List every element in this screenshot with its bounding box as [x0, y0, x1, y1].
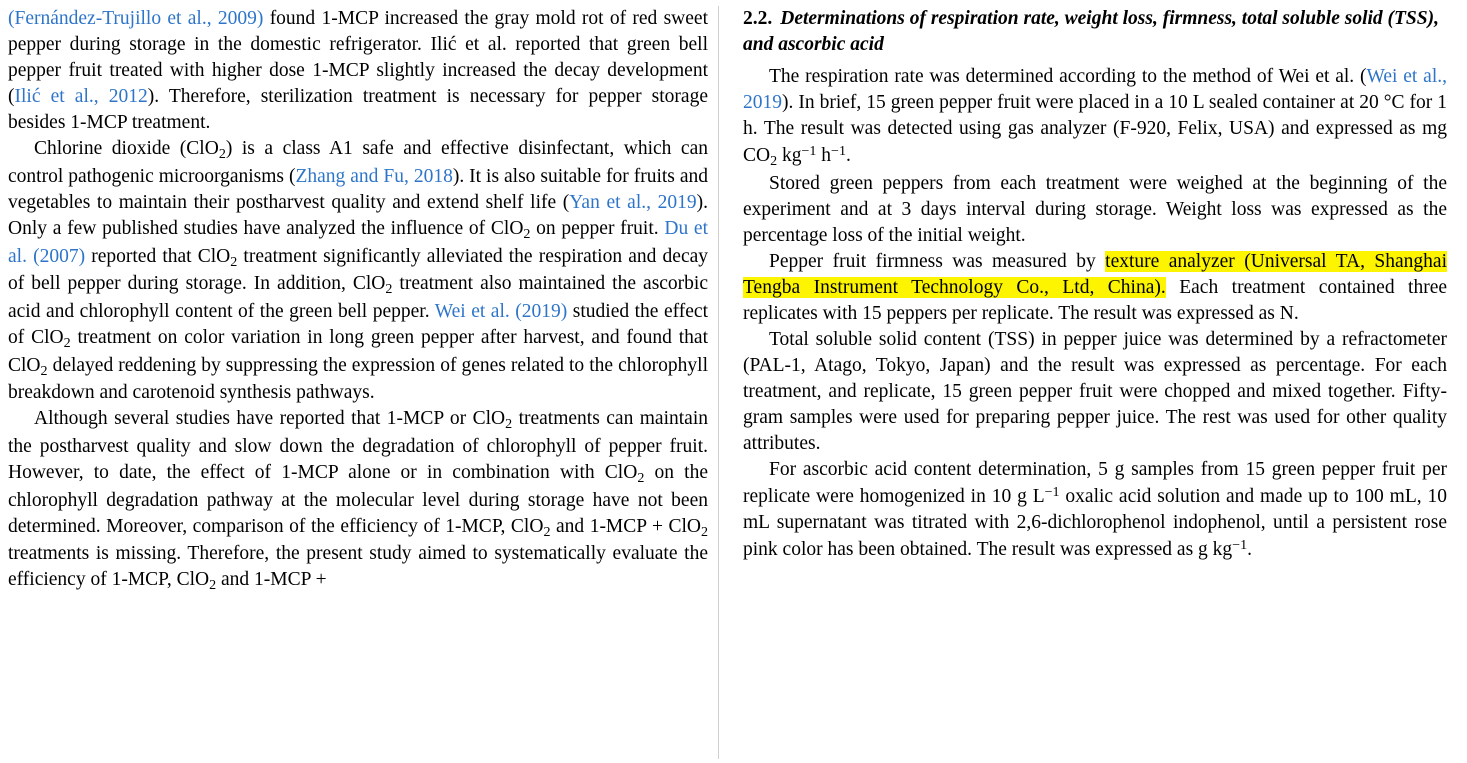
citation-link[interactable]: Zhang and Fu, 2018	[295, 165, 453, 187]
body-text: oxalic acid solution and made up to 100 mL, 10 mL supernatant was titrated with 2,6-dichlorophenol indophenol, until a persistent rose pink color has been obtained. The result was expressed as g kg	[743, 485, 1447, 560]
body-text: h	[816, 144, 832, 166]
superscript: −1	[801, 142, 817, 159]
citation-link[interactable]: (Fernández-Trujillo et al., 2009)	[8, 8, 264, 29]
subscript: 2	[543, 523, 551, 540]
paragraph-right-3	[743, 249, 1447, 327]
paragraph-right-4	[743, 327, 1447, 457]
subscript: 2	[209, 577, 217, 594]
paragraph-left-2	[8, 136, 708, 406]
section-title: Determinations of respiration rate, weight loss, firmness, total soluble solid (TSS), and ascorbic acid	[743, 8, 1439, 55]
body-text: treatments is missing. Therefore, the present study aimed to systematically evaluate the efficiency of 1-MCP, ClO	[8, 543, 708, 591]
citation-link[interactable]: Wei et al., 2019	[743, 65, 1447, 113]
body-text: kg	[777, 144, 802, 166]
body-text: .	[1247, 538, 1252, 560]
subscript: 2	[700, 523, 708, 540]
subscript: 2	[63, 334, 71, 351]
paragraph-right-1	[743, 64, 1447, 171]
body-text: The respiration rate was determined according to the method of Wei et al. (	[769, 65, 1367, 87]
body-text: ). It is also suitable for fruits and vegetables to maintain their postharvest quality and extend shelf life (	[8, 165, 708, 213]
subscript: 2	[637, 469, 645, 486]
body-text: ). Only a few published studies have analyzed the influence of ClO	[8, 191, 708, 239]
section-number: 2.2.	[743, 8, 773, 29]
superscript: −1	[1232, 536, 1248, 553]
left-column	[0, 0, 718, 763]
body-text: treatment also maintained the ascorbic acid and chlorophyll content of the green bell pepper.	[8, 273, 708, 322]
citation-link[interactable]: Ilić et al., 2012	[14, 86, 148, 108]
body-text: delayed reddening by suppressing the expression of genes related to the chlorophyll breakdown and carotenoid synthesis pathways.	[8, 354, 708, 404]
body-text: Pepper fruit firmness was measured by	[769, 250, 1106, 272]
superscript: −1	[831, 142, 846, 159]
paragraph-left-1	[8, 6, 708, 136]
body-text: .	[845, 144, 851, 166]
subscript: 2	[523, 225, 531, 242]
subscript: 2	[770, 152, 778, 169]
body-text: treatment significantly alleviated the respiration and decay of bell pepper during storage. In addition, ClO	[8, 245, 709, 295]
body-text: Stored green peppers from each treatment were weighed at the beginning of the experiment and at 3 days interval during storage. Weight loss was expressed as the percentage loss of the initial weight.	[743, 172, 1447, 246]
body-text: and 1-MCP +	[216, 569, 327, 591]
citation-link[interactable]: Yan et al., 2019	[569, 191, 697, 213]
subscript: 2	[385, 281, 393, 298]
paragraph-left-3	[8, 406, 708, 595]
body-text: ) is a class A1 safe and effective disinfectant, which can control pathogenic microorganisms (	[8, 138, 708, 187]
superscript: −1	[1044, 483, 1060, 500]
body-text: studied the effect of ClO	[8, 300, 708, 348]
body-text: Total soluble solid content (TSS) in pepper juice was determined by a refractometer (PAL-1, Atago, Tokyo, Japan) and the result was expressed as percentage. For each treatment, and replicate, 15 green pepper fruit were chopped and mixed together. Fifty-gram samples were used for preparing pepper juice. The rest was used for other quality attributes.	[743, 328, 1447, 454]
citation-link[interactable]: Du et al. (2007)	[8, 217, 708, 267]
body-text: on the chlorophyll degradation pathway at the molecular level during storage have not been determined. Moreover, comparison of the efficiency of 1-MCP, ClO	[8, 462, 709, 537]
paragraph-right-2	[743, 171, 1447, 249]
body-text: For ascorbic acid content determination, 5 g samples from 15 green pepper fruit per replicate were homogenized in 10 g L	[743, 458, 1447, 507]
body-text: and 1-MCP + ClO	[550, 515, 701, 537]
body-text: treatments can maintain the postharvest quality and slow down the degradation of chlorophyll of pepper fruit. However, to date, the effect of 1-MCP alone or in combination with ClO	[8, 408, 708, 484]
subscript: 2	[230, 253, 238, 270]
body-text: found 1-MCP increased the gray mold rot of red sweet pepper during storage in the domestic refrigerator. Ilić et al. reported that green bell pepper fruit treated with higher dose 1-MCP slightly increased the decay development (	[8, 8, 708, 108]
paragraph-right-5	[743, 457, 1447, 563]
body-text: on pepper fruit.	[530, 217, 665, 239]
body-text: Each treatment contained three replicates with 15 peppers per replicate. The result was expressed as N.	[743, 276, 1447, 324]
body-text: ). In brief, 15 green pepper fruit were placed in a 10 L sealed container at 20 °C for 1 h. The result was detected using gas analyzer (F-920, Felix, USA) and expressed as mg CO	[743, 91, 1447, 166]
body-text: reported that ClO	[85, 245, 231, 267]
subscript: 2	[218, 146, 226, 163]
body-text: treatment on color variation in long green pepper after harvest, and found that ClO	[8, 326, 708, 376]
highlighted-text[interactable]: texture analyzer (Universal TA, Shanghai Tengba Instrument Technology Co., Ltd, China).	[743, 250, 1447, 298]
body-text: Chlorine dioxide (ClO	[34, 138, 219, 160]
citation-link[interactable]: Wei et al. (2019)	[434, 300, 568, 322]
right-column	[719, 0, 1467, 763]
body-text: ). Therefore, sterilization treatment is necessary for pepper storage besides 1-MCP treatment.	[8, 86, 708, 134]
section-heading	[743, 6, 1447, 58]
subscript: 2	[40, 362, 48, 379]
subscript: 2	[505, 416, 513, 433]
body-text: Although several studies have reported that 1-MCP or ClO	[34, 408, 506, 430]
